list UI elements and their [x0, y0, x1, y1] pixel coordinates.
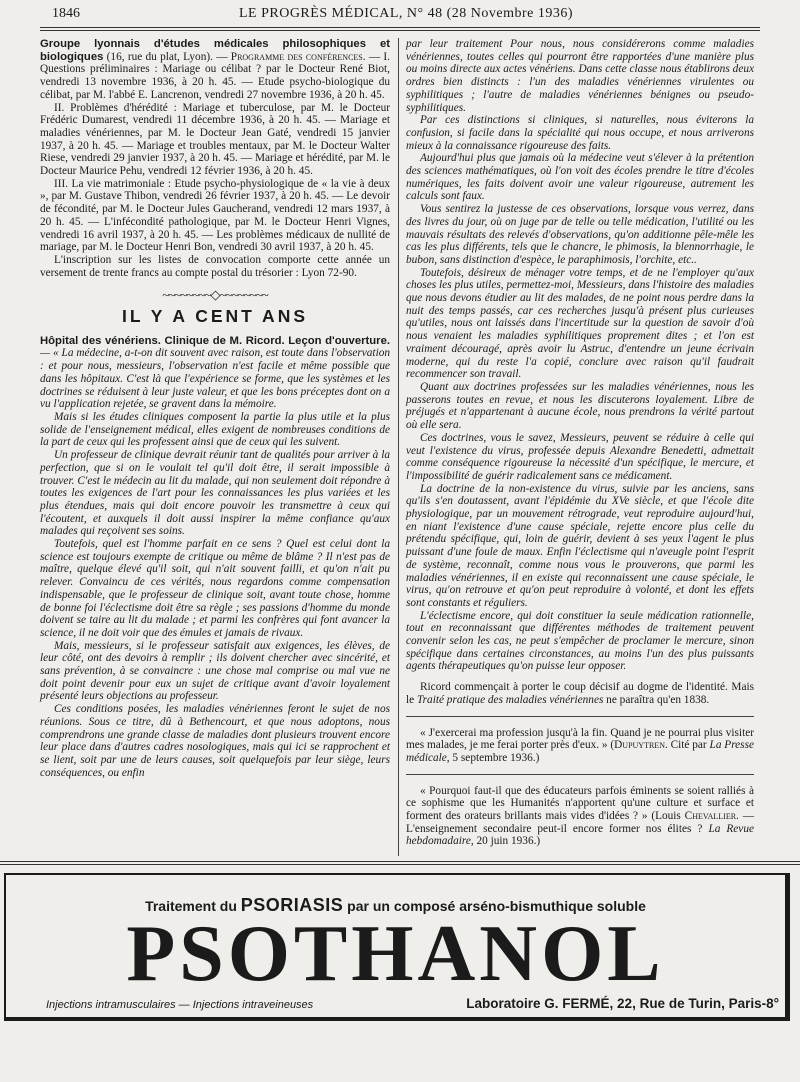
page-header — [52, 6, 760, 26]
psothanol-advertisement — [4, 873, 790, 1021]
quote-rule-2 — [406, 774, 754, 775]
hopital-paragraph-4: Toutefois, quel est l'homme parfait en ce sens ? Quel est celui dont la science est toujours exempte de critique ou même de blâme ? Il n'est pas de maître, quelque élevé qu'il soit, qui n'ait souvent failli, et qu'on n'ait pu relever. Convaincu de ces vérités, nous regardons comme compensation indispensable, que le professeur de clinique soit, avant toute chose, homme de bonne foi l'éclectisme doit être sa règle ; ses passions d'homme du monde doivent se taire au lit du malade ; et parmi les confrères qui font avancer la science, il ne doit voir que des émules et jamais de rivaux. — [40, 538, 390, 639]
groupe-part-1: — I. Questions préliminaires : Mariage ou célibat ? par le Docteur René Biot, vendredi 13 novembre 1936, à 20 h. 45. — Etude psycho-biologique du célibat, par M. l'abbé E. Lancrenon, vendredi 27 novembre 1936, à 20 h. 45. — [40, 50, 390, 101]
journal-title: LE PROGRÈS MÉDICAL, N° 48 (28 Novembre 1936) — [238, 6, 574, 21]
advert-footer — [46, 991, 779, 1011]
right-paragraph-3: Aujourd'hui plus que jamais où la médecine veut s'élever à la prétention des sciences mathématiques, où l'on voit des écoles prendre le titre d'écoles numériques, les faits doivent avoir une valeur rigoureuse, autrement les calculs sont faux. — [406, 152, 754, 203]
advert-laboratory: Laboratoire G. FERMÉ, 22, Rue de Turin, Paris-8° — [466, 996, 779, 1011]
ricord-note-title: Traité pratique des maladies vénériennes — [416, 693, 604, 706]
ricord-note-a: Ricord commençait à porter le coup décisif au dogme de l'identité. Mais le — [406, 681, 754, 706]
quote2-source: La Revue hebdomadaire — [406, 822, 754, 848]
right-paragraph-9: L'éclectisme encore, qui doit constituer la seule médication rationnelle, tout en reconnaissant que différentes méthodes de traitement peuvent convenir selon les cas, ne peut s'empêcher de proclamer le mercure, sinon spécifique dans certaines circonstances, au moins l'un des plus puissants agents thérapeutiques qu'on puisse leur opposer. — [406, 609, 754, 673]
hopital-paragraph-2: Mais si les études cliniques composent la partie la plus utile et la plus solide de l'enseignement médical, elles exigent de nombreuses conditions de la part de ceux qui les professent ainsi que de ceux qui les suivent. — [40, 410, 390, 449]
quote1-author: Dupuytren — [614, 739, 665, 752]
quote1-source: La Presse médicale — [406, 739, 754, 764]
quote2-author: Chevallier — [684, 810, 737, 823]
advert-sub-c: par un composé arséno-bismuthique soluble — [343, 898, 646, 914]
column-separator — [398, 38, 399, 856]
right-column — [406, 38, 754, 848]
advert-psoriasis: PSORIASIS — [240, 895, 344, 915]
groupe-part-3: III. La vie matrimoniale : Etude psycho-physiologique de « la vie à deux », par M. Gustave Thibon, vendredi 26 février 1937, à 20 h. 45. — Le devoir de fécondité, par M. le Docteur Jules Gaucherand, vendredi 12 mars 1937, à 20 h. 45. — L'infécondité pathologique, par M. le Docteur Henri Vignes, vendredi 16 avril 1937, à 20 h. 45. — Les problèmes médicaux de nullité de mariage, par M. le Docteur Henri Bon, vendredi 30 avril 1937, à 20 h. 45. — [40, 177, 390, 254]
quote2-date: , 20 juin 1936.) — [470, 835, 541, 848]
advert-rule-double — [0, 864, 800, 865]
hopital-paragraph-6: Ces conditions posées, les maladies vénériennes feront le sujet de nos réunions. Sous ce titre, dû à Bethencourt, et que nous adoptons, nous comprendrons une grande classe de maladies dont plusieurs trouvent encore leur place dans d'autres cadres nosologiques, mais qui ici se rapprochent et se lient, soit par une de leurs causes, soit quelquefois par leur siège, leurs conséquences, ou enfin — [40, 703, 390, 779]
ornament-divider: ~~~~~~~~◇~~~~~~~~ — [162, 287, 268, 303]
right-paragraph-8: La doctrine de la non-existence du virus, suivie par les anciens, sans qu'ils s'en doutassent, avant l'épidémie du XVe siècle, et que l'école dite physiologique, par un mouvement rétrograde, veut reproduire aujourd'hui, en niant l'existence d'une cause spéciale, rejette encore plus celle du prétendu spécifique, qui, loin de guérir, devient à ses yeux l'agent le plus puissant d'une foule de maux. Enfin l'éclectisme qui n'aveugle point l'esprit de système, reconnaît, comme nous vous le prouverons, que parmi les maladies vénériennes, il en existe qui reconnaissent une cause spéciale, le virus, qu'on retrouve et qu'on peut reproduire à volonté, et dont les effets sont constants et réguliers. — [406, 482, 754, 609]
programme-label: Programme des conférences. — [230, 50, 366, 63]
hopital-title: Hôpital des vénériens. Clinique de M. Ricord. Leçon d'ouverture. — [40, 334, 390, 347]
advert-sub-a: Traitement du — [145, 898, 241, 914]
quote-rule-1 — [406, 716, 754, 717]
hopital-paragraph-3: Un professeur de clinique devrait réunir tant de qualités pour arriver à la perfection, que si on le voulait tel qu'il doit être, il serait impossible à trouver. C'est le médecin au lit du malade, qui non seulement doit répondre à toutes les exigences de l'art pour les connaissances les plus variées et les plus étendues, mais qui doit encore pouvoir les transmettre à ceux qui l'écoutent, et auxquels il doit aussi inspirer la même confiance qu'aux malades qui reçoivent ses soins. — [40, 449, 390, 538]
groupe-part-2: II. Problèmes d'hérédité : Mariage et tuberculose, par M. le Docteur Frédéric Dumarest, vendredi 11 décembre 1936, à 20 h. 45. — Mariage et maladies vénériennes, par M. le Docteur Jean Gaté, vendredi 15 janvier 1937, à 20 h. 45. — Mariage et troubles mentaux, par M. le Docteur Walter Riese, vendredi 29 janvier 1937, à 20 h. 45. — Mariage et hérédité, par M. le Docteur Maurice Pehu, vendredi 12 février 1936, à 20 h. 45. — [40, 101, 390, 178]
hopital-paragraph-1 — [40, 335, 390, 411]
right-paragraph-1: par leur traitement Pour nous, nous considérerons comme maladies vénériennes, toutes celles qui pourront être rapportées d'une manière plus ou moins directe aux actes vénériens. Dans cette classe nous établirons deux ordres bien distincts : l'un des maladies vénériennes virulentes ou syphilitiques ; l'autre de maladies vénériennes bénignes ou pseudo-syphilitiques. — [406, 38, 754, 114]
advert-injections: Injections intramusculaires — Injections intraveineuses — [46, 999, 314, 1011]
quote-chevallier — [406, 785, 754, 849]
groupe-inscription: L'inscription sur les listes de convocation comporte cette année un versement de trente francs au compte postal du trésorier : Lyon 72-90. — [40, 253, 390, 279]
ricord-note-c: ne paraîtra qu'en 1838. — [603, 693, 710, 706]
header-rule — [40, 27, 760, 28]
quote-dupuytren — [406, 727, 754, 765]
section-title: IL Y A CENT ANS — [122, 306, 308, 327]
hopital-paragraph-5: Mais, messieurs, si le professeur satisfait aux exigences, les élèves, de leur côté, ont des devoirs à remplir ; ils doivent chercher avec sincérité, et sans prévention, à se convaincre : une chose mal comprise ou mal vue ne doit point devenir pour eux un sujet de critique avant d'avoir loyalement présenté leurs objections au professeur. — [40, 639, 390, 703]
right-paragraph-6: Quant aux doctrines professées sur les maladies vénériennes, nous les passerons toutes en revue, et nous les discuterons loyalement. Libre de préjugés et n'appartenant à aucune école, nous prendrons la vérité partout où elle sera. — [406, 380, 754, 432]
groupe-address: (16, rue du plat, Lyon). — — [103, 50, 231, 63]
quote1-date: , 5 septembre 1936.) — [446, 751, 540, 764]
ricord-note — [406, 681, 754, 706]
right-paragraph-2: Par ces distinctions si cliniques, si naturelles, nous éviterons la confusion, si facile dans la spécialité qui nous occupe, et nous arriverons mieux à la connaissance rigoureuse des faits. — [406, 114, 754, 152]
quote1-cited: . Cité par — [664, 739, 710, 752]
right-paragraph-5: Toutefois, désireux de ménager votre temps, et de ne l'employer qu'aux choses les plus utiles, permettez-moi, Messieurs, dans l'histoire des maladies que nous devons étudier au lit des malades, de ne point nous perdre dans la nuit des temps passés, car ces recherches jusqu'à présent plus curieuses qu'utiles, nous ont laissés dans l'incertitude sur la question de savoir d'où nous venaient les maladies syphilitiques proprement dites ; et l'on est vraiment découragé, après avoir lu Astruc, d'entendre un jeune écrivain moderne, qui du reste l'a copié, conclure avec raison qu'il faudrait recommencer son travail. — [406, 266, 754, 381]
quote1-text: « J'exercerai ma profession jusqu'à la fin. Quand je ne pourrai plus visiter mes malades, je me ferai porter près d'eux. » ( — [406, 726, 754, 752]
right-paragraph-7: Ces doctrines, vous le savez, Messieurs, peuvent se réduire à celle qui veut l'existence du virus, professée depuis Alexandre Benedetti, admettait comme conséquence rigoureuse la nécessité d'un spécifique, le mercure, et l'impossibilité de guérir radicalement sans ce médicament. — [406, 431, 754, 482]
groupe-title: Groupe lyonnais d'études médicales philosophiques et biologiques — [40, 38, 390, 63]
groupe-paragraph-1 — [40, 38, 390, 102]
header-rule-double — [40, 30, 760, 31]
right-paragraph-4: Vous sentirez la justesse de ces observations, lorsque vous verrez, dans des livres du jour, où on juge par de telle ou telle médication, l'utilité ou les mauvais résultats des relevés d'observations, qu'on additionne pêle-mêle les cas les plus différents, tels que le chancre, le phimosis, la blennorrhagie, le bubon, sans distinction d'espèce, le paraphimosis, l'orchite, etc.. — [406, 203, 754, 266]
advert-brand: PSOTHANOL — [126, 910, 665, 998]
left-column — [40, 38, 390, 779]
hopital-text-1: — « La médecine, a-t-on dit souvent avec raison, est toute dans l'observation : et pour nous, messieurs, l'observation n'est facile et même possible que dans les hôpitaux. C'est là que l'expérience se forme, que les systèmes et les doctrines se réduisent à leur juste valeur, et que les bons préceptes dont on a vu l'application rejetée, se gravent dans la mémoire. — [40, 347, 390, 411]
quote2-text: « Pourquoi faut-il que des éducateurs parfois éminents se soient ralliés à ce sophisme que les Humanités n'apportent qu'une culture et surface et forment des orateurs brillants mais vides d'idées ? » (Louis — [406, 784, 754, 823]
advert-rule — [0, 861, 800, 862]
page-number: 1846 — [52, 6, 80, 21]
quote2-title: . — L'enseignement secondaire peut-il encore former nos élites ? — [406, 810, 754, 835]
